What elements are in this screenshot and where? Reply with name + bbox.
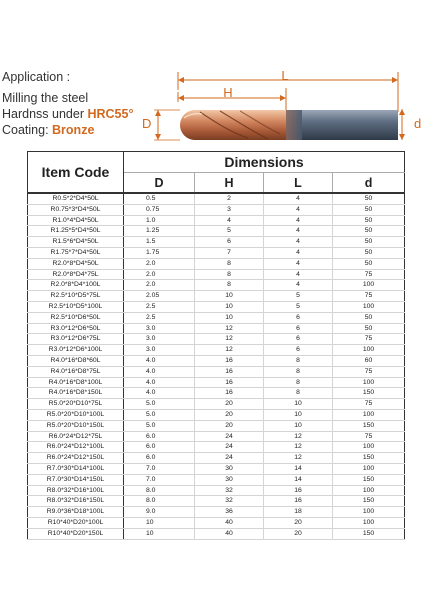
table-row	[28, 431, 405, 442]
overall-length-cell: 6	[264, 312, 333, 323]
table-row	[28, 507, 405, 518]
coating-value: Bronze	[52, 123, 95, 137]
milling-text: Milling the steel	[2, 91, 89, 105]
overall-length-cell: 6	[264, 334, 333, 345]
ball-diameter-cell: 2.0	[124, 269, 195, 280]
table-row	[28, 204, 405, 215]
flute-length-cell: 12	[195, 345, 264, 356]
table-row	[28, 258, 405, 269]
label-d-lower: d	[414, 116, 422, 131]
ball-diameter-cell: 5.0	[124, 420, 195, 431]
ball-diameter-cell: 1.0	[124, 215, 195, 226]
item-code-cell: R1.0*4*D4*50L	[28, 215, 124, 226]
shank-diameter-cell: 150	[333, 453, 405, 464]
shank-diameter-cell: 150	[333, 420, 405, 431]
flute-length-cell: 40	[195, 517, 264, 528]
item-code-cell: R2.5*10*D6*50L	[28, 312, 124, 323]
flute-length-cell: 10	[195, 291, 264, 302]
flute-length-cell: 16	[195, 355, 264, 366]
shank-diameter-cell: 150	[333, 388, 405, 399]
flute-length-cell: 8	[195, 280, 264, 291]
overall-length-cell: 14	[264, 474, 333, 485]
shank-diameter-cell: 100	[333, 463, 405, 474]
item-code-cell: R2.0*8*D4*100L	[28, 280, 124, 291]
overall-length-cell: 6	[264, 345, 333, 356]
flute-length-cell: 24	[195, 453, 264, 464]
flute-length-cell: 3	[195, 204, 264, 215]
shank-diameter-cell: 100	[333, 377, 405, 388]
item-code-cell: R6.0*24*D12*75L	[28, 431, 124, 442]
flute-length-cell: 32	[195, 485, 264, 496]
overall-length-cell: 4	[264, 215, 333, 226]
dimensions-header: Dimensions	[124, 152, 405, 173]
item-code-cell: R7.0*30*D14*100L	[28, 463, 124, 474]
col-header-overall-length: L	[264, 173, 333, 194]
overall-length-cell: 5	[264, 301, 333, 312]
shank-diameter-cell: 75	[333, 291, 405, 302]
overall-length-cell: 4	[264, 193, 333, 204]
col-header-flute-length: H	[195, 173, 264, 194]
table-row	[28, 388, 405, 399]
item-code-cell: R4.0*16*D8*75L	[28, 366, 124, 377]
application-label: Application :	[2, 70, 71, 84]
flute-length-cell: 10	[195, 301, 264, 312]
flute-length-cell: 32	[195, 496, 264, 507]
shank-diameter-cell: 75	[333, 399, 405, 410]
hardness-text	[2, 107, 133, 121]
ball-diameter-cell: 0.5	[124, 193, 195, 204]
item-code-cell: R0.5*2*D4*50L	[28, 193, 124, 204]
item-code-cell: R8.0*32*D16*150L	[28, 496, 124, 507]
overall-length-cell: 18	[264, 507, 333, 518]
ball-diameter-dimension	[142, 110, 180, 140]
flute-length-cell: 6	[195, 237, 264, 248]
ball-diameter-cell: 6.0	[124, 431, 195, 442]
item-code-cell: R8.0*32*D16*100L	[28, 485, 124, 496]
overall-length-cell: 4	[264, 258, 333, 269]
overall-length-cell: 4	[264, 269, 333, 280]
end-mill-body	[180, 110, 398, 140]
flute-length-cell: 40	[195, 528, 264, 539]
ball-diameter-cell: 6.0	[124, 442, 195, 453]
shank-diameter-cell: 50	[333, 193, 405, 204]
shank-diameter-cell: 100	[333, 301, 405, 312]
flute-length-cell: 5	[195, 226, 264, 237]
overall-length-cell: 4	[264, 280, 333, 291]
item-code-cell: R10*40*D20*150L	[28, 528, 124, 539]
item-code-cell: R4.0*16*D8*100L	[28, 377, 124, 388]
overall-length-cell: 6	[264, 323, 333, 334]
overall-length-cell: 20	[264, 517, 333, 528]
table-row	[28, 496, 405, 507]
item-code-cell: R5.0*20*D10*75L	[28, 399, 124, 410]
dimensions-table	[27, 151, 405, 540]
item-code-header: Item Code	[28, 152, 124, 194]
shank-diameter-cell: 50	[333, 204, 405, 215]
flute-length-cell: 30	[195, 463, 264, 474]
overall-length-cell: 14	[264, 463, 333, 474]
overall-length-cell: 4	[264, 204, 333, 215]
table-row	[28, 453, 405, 464]
shank-diameter-cell: 100	[333, 345, 405, 356]
flute-length-cell: 7	[195, 247, 264, 258]
flute-length-cell: 20	[195, 420, 264, 431]
ball-diameter-cell: 3.0	[124, 334, 195, 345]
coating-prefix: Coating:	[2, 123, 53, 137]
overall-length-cell: 8	[264, 355, 333, 366]
shank-diameter-cell: 50	[333, 312, 405, 323]
shank-diameter-cell: 150	[333, 496, 405, 507]
table-row	[28, 269, 405, 280]
length-dimension	[178, 68, 398, 112]
ball-diameter-cell: 4.0	[124, 388, 195, 399]
ball-diameter-cell: 2.5	[124, 301, 195, 312]
flute-length-cell: 16	[195, 366, 264, 377]
table-row	[28, 474, 405, 485]
table-row	[28, 301, 405, 312]
item-code-cell: R2.0*8*D4*50L	[28, 258, 124, 269]
item-code-cell: R2.5*10*D5*100L	[28, 301, 124, 312]
table-row	[28, 291, 405, 302]
table-row	[28, 442, 405, 453]
label-l: L	[281, 68, 289, 83]
ball-diameter-cell: 1.25	[124, 226, 195, 237]
flute-length-cell: 24	[195, 442, 264, 453]
shank-diameter-cell: 75	[333, 269, 405, 280]
ball-diameter-cell: 10	[124, 528, 195, 539]
overall-length-cell: 8	[264, 377, 333, 388]
item-code-cell: R10*40*D20*100L	[28, 517, 124, 528]
ball-diameter-cell: 2.0	[124, 280, 195, 291]
flute-length-cell: 20	[195, 399, 264, 410]
table-row	[28, 420, 405, 431]
flute-length-cell: 20	[195, 409, 264, 420]
table-row	[28, 226, 405, 237]
overall-length-cell: 10	[264, 399, 333, 410]
table-row	[28, 312, 405, 323]
shank-diameter-cell: 100	[333, 485, 405, 496]
flute-length-cell: 10	[195, 312, 264, 323]
flute-length-dimension	[178, 85, 286, 110]
table-row	[28, 399, 405, 410]
shank-diameter-cell: 50	[333, 215, 405, 226]
shank-diameter-cell: 50	[333, 237, 405, 248]
label-h: H	[223, 85, 233, 100]
table-row	[28, 409, 405, 420]
overall-length-cell: 16	[264, 496, 333, 507]
flute-length-cell: 8	[195, 269, 264, 280]
ball-diameter-cell: 4.0	[124, 355, 195, 366]
shank-diameter-cell: 100	[333, 409, 405, 420]
ball-diameter-cell: 8.0	[124, 496, 195, 507]
overall-length-cell: 12	[264, 431, 333, 442]
ball-diameter-cell: 4.0	[124, 377, 195, 388]
shank-diameter-cell: 100	[333, 507, 405, 518]
table-row	[28, 366, 405, 377]
overall-length-cell: 12	[264, 442, 333, 453]
item-code-cell: R6.0*24*D12*150L	[28, 453, 124, 464]
shank-diameter-cell: 50	[333, 247, 405, 258]
table-row	[28, 528, 405, 539]
flute-length-cell: 12	[195, 323, 264, 334]
ball-diameter-cell: 2.5	[124, 312, 195, 323]
col-header-shank-diameter: d	[333, 173, 405, 194]
item-code-cell: R5.0*20*D10*100L	[28, 409, 124, 420]
overall-length-cell: 8	[264, 388, 333, 399]
hardness-value: HRC55°	[87, 107, 134, 121]
ball-diameter-cell: 4.0	[124, 366, 195, 377]
shank-diameter-cell: 50	[333, 258, 405, 269]
table-row	[28, 463, 405, 474]
flute-length-cell: 8	[195, 258, 264, 269]
table-row	[28, 323, 405, 334]
table-row	[28, 355, 405, 366]
item-code-cell: R3.0*12*D6*50L	[28, 323, 124, 334]
overall-length-cell: 10	[264, 409, 333, 420]
end-mill-diagram	[140, 60, 424, 150]
overall-length-cell: 4	[264, 247, 333, 258]
ball-diameter-cell: 0.75	[124, 204, 195, 215]
flute-length-cell: 2	[195, 193, 264, 204]
item-code-cell: R2.5*10*D5*75L	[28, 291, 124, 302]
item-code-cell: R0.75*3*D4*50L	[28, 204, 124, 215]
shank-diameter-cell: 100	[333, 280, 405, 291]
overall-length-cell: 16	[264, 485, 333, 496]
item-code-cell: R4.0*16*D8*150L	[28, 388, 124, 399]
ball-diameter-cell: 7.0	[124, 474, 195, 485]
table-row	[28, 377, 405, 388]
overall-length-cell: 8	[264, 366, 333, 377]
table-row	[28, 247, 405, 258]
ball-diameter-cell: 2.05	[124, 291, 195, 302]
table-row	[28, 517, 405, 528]
overall-length-cell: 5	[264, 291, 333, 302]
shank-diameter-cell: 100	[333, 442, 405, 453]
ball-diameter-cell: 5.0	[124, 409, 195, 420]
item-code-cell: R4.0*16*D8*60L	[28, 355, 124, 366]
item-code-cell: R1.25*5*D4*50L	[28, 226, 124, 237]
item-code-cell: R1.75*7*D4*50L	[28, 247, 124, 258]
overall-length-cell: 12	[264, 453, 333, 464]
item-code-cell: R1.5*6*D4*50L	[28, 237, 124, 248]
item-code-cell: R5.0*20*D10*150L	[28, 420, 124, 431]
ball-diameter-cell: 2.0	[124, 258, 195, 269]
ball-diameter-cell: 5.0	[124, 399, 195, 410]
col-header-ball-diameter: D	[124, 173, 195, 194]
overall-length-cell: 20	[264, 528, 333, 539]
flute-length-cell: 24	[195, 431, 264, 442]
item-code-cell: R2.0*8*D4*75L	[28, 269, 124, 280]
ball-diameter-cell: 1.5	[124, 237, 195, 248]
table-row	[28, 237, 405, 248]
hardness-prefix: Hardnss under	[2, 107, 88, 121]
item-code-cell: R6.0*24*D12*100L	[28, 442, 124, 453]
coating-text	[2, 123, 94, 137]
ball-diameter-cell: 8.0	[124, 485, 195, 496]
item-code-cell: R3.0*12*D6*100L	[28, 345, 124, 356]
overall-length-cell: 10	[264, 420, 333, 431]
table-row	[28, 485, 405, 496]
shank-diameter-cell: 75	[333, 334, 405, 345]
flute-length-cell: 16	[195, 377, 264, 388]
table-row	[28, 345, 405, 356]
ball-diameter-cell: 7.0	[124, 463, 195, 474]
flute-length-cell: 16	[195, 388, 264, 399]
shank-diameter-cell: 100	[333, 517, 405, 528]
shank-diameter-dimension	[399, 109, 421, 140]
shank-diameter-cell: 150	[333, 528, 405, 539]
overall-length-cell: 4	[264, 226, 333, 237]
item-code-cell: R7.0*30*D14*150L	[28, 474, 124, 485]
flute-length-cell: 36	[195, 507, 264, 518]
shank-diameter-cell: 60	[333, 355, 405, 366]
flute-length-cell: 30	[195, 474, 264, 485]
ball-diameter-cell: 6.0	[124, 453, 195, 464]
ball-diameter-cell: 10	[124, 517, 195, 528]
table-row	[28, 215, 405, 226]
flute-length-cell: 4	[195, 215, 264, 226]
label-d-upper: D	[142, 116, 152, 131]
flute-length-cell: 12	[195, 334, 264, 345]
ball-diameter-cell: 3.0	[124, 323, 195, 334]
table-row	[28, 193, 405, 204]
overall-length-cell: 4	[264, 237, 333, 248]
shank-diameter-cell: 75	[333, 366, 405, 377]
table-row	[28, 334, 405, 345]
item-code-cell: R9.0*36*D18*100L	[28, 507, 124, 518]
table-row	[28, 280, 405, 291]
ball-diameter-cell: 1.75	[124, 247, 195, 258]
shank-diameter-cell: 75	[333, 431, 405, 442]
item-code-cell: R3.0*12*D6*75L	[28, 334, 124, 345]
shank-diameter-cell: 50	[333, 323, 405, 334]
shank-diameter-cell: 150	[333, 474, 405, 485]
shank-diameter-cell: 50	[333, 226, 405, 237]
ball-diameter-cell: 9.0	[124, 507, 195, 518]
ball-diameter-cell: 3.0	[124, 345, 195, 356]
